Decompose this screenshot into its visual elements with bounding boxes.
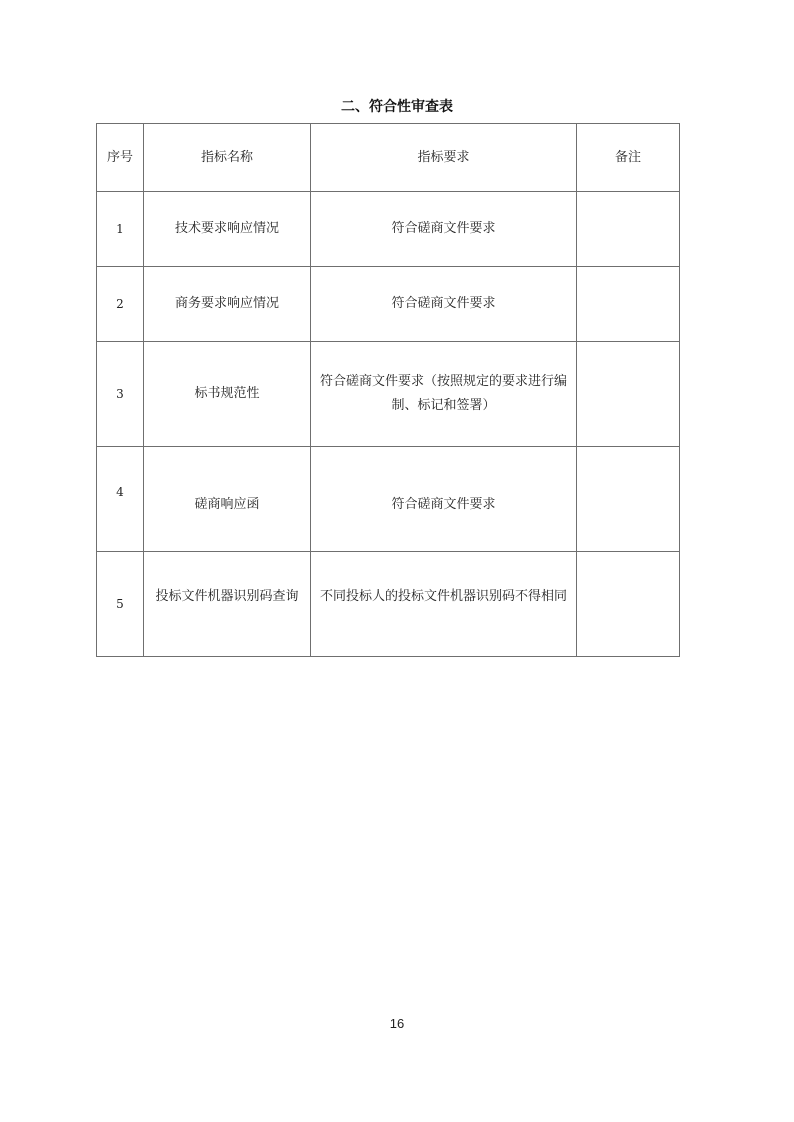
row-name: 标书规范性 bbox=[144, 342, 311, 447]
header-no: 序号 bbox=[97, 124, 144, 192]
row-requirement bbox=[311, 552, 577, 657]
row-requirement-text: 符合磋商文件要求 bbox=[391, 497, 496, 512]
row-requirement: 符合磋商文件要求 bbox=[311, 267, 577, 342]
table-row bbox=[97, 267, 680, 342]
row-note bbox=[577, 267, 680, 342]
row-requirement-text: 不同投标人的投标文件机器识别码不得相同 bbox=[319, 589, 567, 604]
row-requirement: 符合磋商文件要求（按照规定的要求进行编制、标记和签署） bbox=[311, 342, 577, 447]
table-row bbox=[97, 342, 680, 447]
header-name: 指标名称 bbox=[144, 124, 311, 192]
row-no: 2 bbox=[97, 267, 144, 342]
row-no: 1 bbox=[97, 192, 144, 267]
header-requirement: 指标要求 bbox=[311, 124, 577, 192]
row-requirement bbox=[311, 447, 577, 552]
table-header-row bbox=[97, 124, 680, 192]
row-note bbox=[577, 552, 680, 657]
table-row bbox=[97, 447, 680, 552]
row-name-text: 磋商响应函 bbox=[194, 497, 260, 512]
header-note: 备注 bbox=[577, 124, 680, 192]
row-requirement: 符合磋商文件要求 bbox=[311, 192, 577, 267]
row-name: 技术要求响应情况 bbox=[144, 192, 311, 267]
row-note bbox=[577, 447, 680, 552]
table-row bbox=[97, 192, 680, 267]
compliance-review-table bbox=[96, 123, 680, 657]
page-number: 16 bbox=[389, 1016, 405, 1031]
row-name bbox=[144, 447, 311, 552]
row-name-text: 投标文件机器识别码查询 bbox=[155, 589, 299, 604]
table-row bbox=[97, 552, 680, 657]
row-no bbox=[97, 447, 144, 552]
page-title: 二、符合性审查表 bbox=[341, 99, 453, 115]
row-no: 5 bbox=[97, 552, 144, 657]
row-no-text: 4 bbox=[116, 485, 124, 499]
row-name bbox=[144, 552, 311, 657]
row-note bbox=[577, 342, 680, 447]
row-no: 3 bbox=[97, 342, 144, 447]
row-note bbox=[577, 192, 680, 267]
row-name: 商务要求响应情况 bbox=[144, 267, 311, 342]
